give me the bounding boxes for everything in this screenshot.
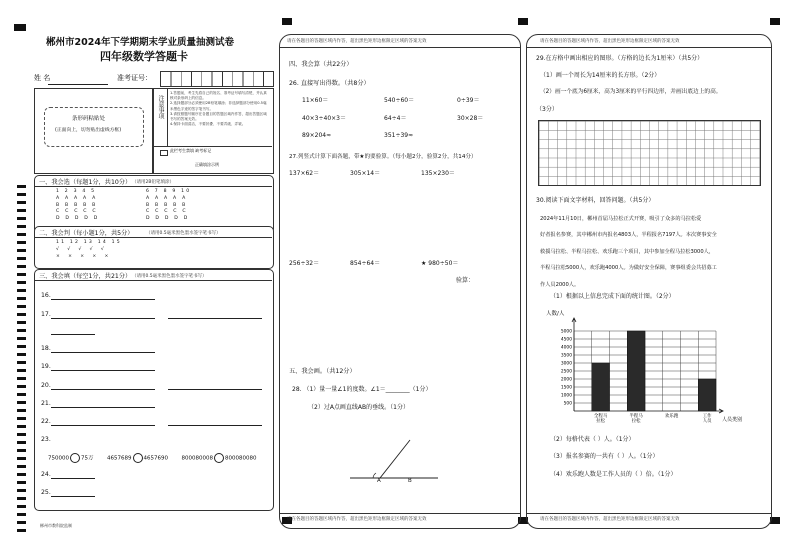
q30-line: 半程马拉松5000人，欢乐跑4000人。为做好安全保障，赛事组委会共招募工 xyxy=(540,265,717,272)
section5-title: 五、我会画。（共12分） xyxy=(289,368,356,375)
q29-title: 29.在方格中画出相应的图形。（方格的边长为1厘米）（共5分） xyxy=(536,55,704,62)
q19-label: 19. xyxy=(41,363,51,370)
section1-header-line xyxy=(34,186,272,187)
q26-title: 26. 直接写出得数。（共8分） xyxy=(289,80,370,87)
page-title-2: 四年级数学答题卡 xyxy=(100,50,188,63)
chart-bar xyxy=(592,363,610,411)
barcode-hint: (正面向上，切勿贴出虚线方框) xyxy=(55,128,122,133)
q26-item: 30×28＝ xyxy=(457,115,484,122)
q20-blank-1[interactable] xyxy=(51,389,155,390)
q30-2: （2）每格代表（ ）人。（1分） xyxy=(550,436,635,443)
q22-blank-1[interactable] xyxy=(51,425,155,426)
q26-item: 351÷39≈ xyxy=(384,132,414,139)
compare-circle[interactable] xyxy=(214,453,224,463)
q17-blank-2[interactable] xyxy=(168,318,262,319)
q24-label: 24. xyxy=(41,471,51,478)
q19-blank[interactable] xyxy=(51,370,155,371)
q27-item: 305×14＝ xyxy=(350,170,381,177)
q21-blank[interactable] xyxy=(51,407,155,408)
q27-item: 256÷32＝ xyxy=(289,260,320,267)
q30-line: 好者报名参赛，其中郴州市内报名4803人，半程报名7197人。本次赛事安全 xyxy=(540,232,717,239)
chart-ytick-label: 2000 xyxy=(560,377,572,383)
absent-text: 此栏考生禁填 缺考标记 xyxy=(170,148,212,153)
q18-label: 18. xyxy=(41,345,51,352)
notice-item: 2.选择题部分必须使用2B铅笔填涂；非选择题部分使用0.5毫米黑色字迹的签字笔书写。 xyxy=(170,101,267,111)
notice-item: 3.请按照题号顺序在各题目的答题区域内作答，超出答题区域书写的答案无效。 xyxy=(170,111,267,122)
absent-checkbox[interactable] xyxy=(160,150,168,156)
name-label: 姓 名 xyxy=(34,74,51,82)
notice-divider xyxy=(167,88,168,146)
section2-numbers: 11 12 13 14 15 xyxy=(56,240,122,245)
q23-compare-row: 750000 75万 4657689 4657690 800080008 800080080 xyxy=(48,453,257,463)
q24-blank[interactable] xyxy=(51,478,95,479)
chart-ytick-label: 1500 xyxy=(560,385,572,391)
chart-ytick-label: 1000 xyxy=(560,393,572,399)
section2-hint: （请用0.5毫米黑色墨水签字笔书写） xyxy=(146,231,221,236)
right-top-line xyxy=(526,47,771,48)
q26-item: 40×3÷40×3＝ xyxy=(302,115,346,122)
q20-label: 20. xyxy=(41,382,51,389)
notice-list xyxy=(170,91,270,127)
q30-line: 2024年11月10日，郴州首届马拉松正式开赛，吸引了众多的马拉松爱 xyxy=(540,216,702,222)
statistics-bar-chart xyxy=(530,305,768,433)
footer-label: 郴州市教科院监制 xyxy=(40,523,72,528)
name-field[interactable] xyxy=(48,84,108,85)
section3-title: 三、我会填（每空1分，共21分） xyxy=(39,273,132,280)
section1-title: 一、我会选（每题1分，共10分） xyxy=(39,179,132,186)
section2-header-line xyxy=(34,237,272,238)
chart-ytick-label: 3000 xyxy=(560,361,572,367)
barcode-dashed-box xyxy=(44,107,144,147)
chart-category-label-2: 拉松 xyxy=(631,419,641,424)
point-b-label: B xyxy=(408,478,412,484)
q28-part2: （2）过A点画直线AB的垂线。（1分） xyxy=(308,404,409,411)
q27-item: 854÷64＝ xyxy=(350,260,381,267)
chart-bar xyxy=(627,331,645,411)
notice-hline xyxy=(152,146,272,147)
chart-ylabel: 人数/人 xyxy=(546,311,565,317)
q29-1: （1）画一个周长为14厘米的长方形。（2分） xyxy=(540,72,661,79)
notice-title: 注意事项 xyxy=(157,95,164,119)
q23-label: 23. xyxy=(41,436,51,443)
chart-ytick-label: 500 xyxy=(563,401,572,407)
middle-bottom-note: 请在各题目的答题区域内作答，超出黑色矩形边框限定区域的答案无效 xyxy=(287,517,427,522)
section1-bubbles-a[interactable]: A A A A A B B B B B C C C C C D D D D D xyxy=(56,196,100,221)
q21-label: 21. xyxy=(41,400,51,407)
section1-hint: （请用2B铅笔填涂） xyxy=(132,180,174,185)
chart-yticks xyxy=(561,329,572,407)
ticket-label: 准考证号： xyxy=(117,74,152,82)
chart-category-label-2: 拉松 xyxy=(596,419,606,424)
corner-mark xyxy=(770,18,780,25)
q17-blank-1[interactable] xyxy=(51,318,155,319)
q25-label: 25. xyxy=(41,489,51,496)
q30-4: （4）欢乐跑人数是工作人员的（ ）倍。（1分） xyxy=(550,471,677,478)
chart-ytick-label: 2500 xyxy=(560,369,572,375)
section2-title: 二、我会判（每小题1分，共5分） xyxy=(39,230,134,237)
q28-part1: 28. （1）量一量∠1的度数。∠1＝________（1分） xyxy=(292,386,432,393)
q26-item: 540÷60＝ xyxy=(384,97,415,104)
q29-2: （2）画一个底为6厘米，高为3厘米的平行四边形，并画出底边上的高。 xyxy=(540,89,722,95)
chart-ytick-label: 4500 xyxy=(560,337,572,343)
section1-numbers-a: 1 2 3 4 5 xyxy=(56,189,97,194)
section1-numbers-b: 6 7 8 9 10 xyxy=(146,189,192,194)
q29-2b: （3分） xyxy=(536,106,558,113)
chart-xlabel: 人员类别 xyxy=(722,417,743,423)
point-a-label: A xyxy=(377,478,381,484)
barcode-label: 条形码粘贴处 xyxy=(72,116,106,122)
q22-label: 22. xyxy=(41,418,51,425)
compare-circle[interactable] xyxy=(133,453,143,463)
section3-box xyxy=(34,269,274,511)
q30-line: 救援马拉松、半程马拉松、欢乐跑三个项目，其中参加全程马拉松3000人， xyxy=(540,248,715,255)
q17-label: 17. xyxy=(41,311,51,318)
section1-bubbles-b[interactable]: A A A A A B B B B B C C C C C D D D D D xyxy=(146,196,190,221)
middle-top-note: 请在各题目的答题区域内作答，超出黑色矩形边框限定区域的答案无效 xyxy=(287,39,427,44)
chart-ytick-label: 4000 xyxy=(560,345,572,351)
section2-bubbles[interactable]: √ √ √ √ √ × × × × × xyxy=(56,247,112,259)
check-label: 验算： xyxy=(456,277,475,284)
drawing-grid[interactable] xyxy=(538,120,761,186)
q30-1: （1）根据以上信息完成下面的统计图。（2分） xyxy=(550,293,675,300)
q27-title: 27.列竖式计算下面各题，带★的要验算。（每小题2分，验算2分，共14分） xyxy=(289,154,477,160)
q30-title: 30.阅读下面文字材料，回答问题。（共5分） xyxy=(536,197,655,204)
q30-3: （3）报名参赛的一共有（ ）人。（1分） xyxy=(550,453,659,460)
q26-item: 64÷4＝ xyxy=(384,115,407,122)
q27-item: 135×230＝ xyxy=(421,170,455,177)
chart-category-label: 全程马 xyxy=(594,414,608,419)
corner-mark xyxy=(518,18,528,25)
q30-line: 作人员2000人。 xyxy=(540,281,580,288)
middle-bottom-line xyxy=(279,513,520,514)
chart-category-label-2: 人员 xyxy=(702,419,712,424)
q22-blank-2[interactable] xyxy=(168,425,262,426)
q27-item: ★ 980÷50＝ xyxy=(421,260,459,267)
right-bottom-note: 请在各题目的答题区域内作答，超出黑色矩形边框限定区域的答案无效 xyxy=(540,517,680,522)
middle-top-line xyxy=(279,47,520,48)
section3-header-line xyxy=(34,280,272,281)
q26-item: 11×60＝ xyxy=(302,97,329,104)
chart-category-label: 欢乐跑 xyxy=(665,414,679,419)
corner-mark xyxy=(282,18,292,25)
notice-item: 4.保持卡面清洁，不要折叠、不要弄破、弄皱。 xyxy=(170,122,246,127)
q20-blank-2[interactable] xyxy=(168,389,262,390)
chart-bar xyxy=(698,379,716,411)
compare-circle[interactable] xyxy=(70,453,80,463)
chart-category-label: 工作 xyxy=(702,414,712,419)
angle-drawing xyxy=(340,432,440,487)
q17-blank-3[interactable] xyxy=(51,334,95,335)
q26-item: 89×204≈ xyxy=(302,132,332,139)
section3-hint: （请用0.5毫米黑色墨水签字笔书写） xyxy=(132,274,207,279)
right-top-note: 请在各题目的答题区域内作答，超出黑色矩形边框限定区域的答案无效 xyxy=(540,39,680,44)
q16-label: 16. xyxy=(41,292,51,299)
chart-category-label: 半程马 xyxy=(629,414,643,419)
q30-paragraph xyxy=(540,211,717,293)
q16-blank[interactable] xyxy=(51,299,155,300)
q25-blank[interactable] xyxy=(51,496,95,497)
chart-ytick-label: 5000 xyxy=(560,329,572,335)
fill-example: 正确填涂示例 xyxy=(195,162,219,167)
notice-item: 1.答题前，考生先将自己的姓名、准考证号填写清楚，并认真核对条形码上的信息。 xyxy=(170,91,267,101)
q26-item: 0÷39＝ xyxy=(457,97,480,104)
page-title-1: 郴州市2024年下学期期末学业质量抽测试卷 xyxy=(46,37,234,48)
right-bottom-line xyxy=(526,513,771,514)
corner-mark xyxy=(14,24,26,31)
chart-ytick-label: 3500 xyxy=(560,353,572,359)
q27-item: 137×62＝ xyxy=(289,170,320,177)
chart-xcats xyxy=(594,412,712,424)
ticket-number-boxes[interactable] xyxy=(160,71,274,87)
section4-title: 四、我会算（共22分） xyxy=(289,61,353,68)
q18-blank[interactable] xyxy=(51,352,155,353)
